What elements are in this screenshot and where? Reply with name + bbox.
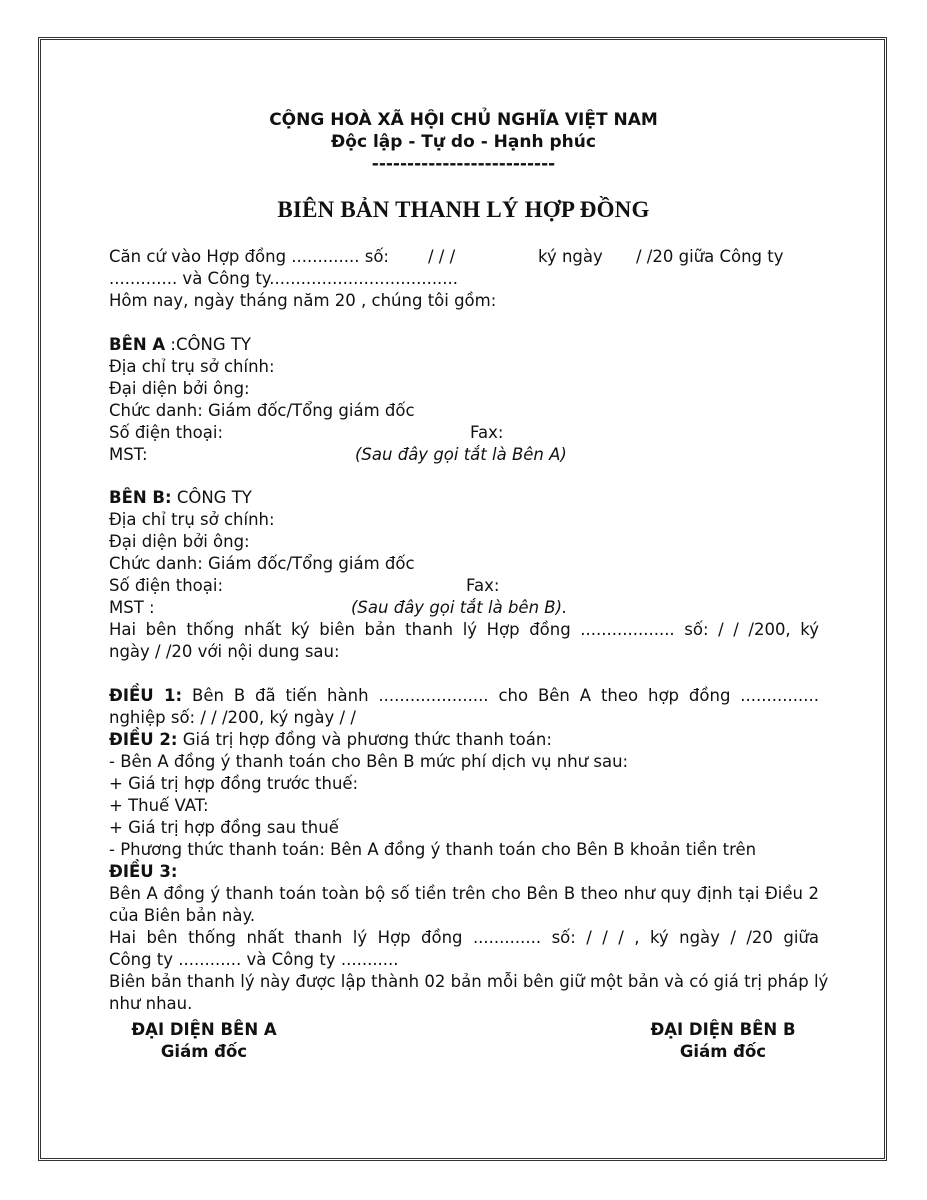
article-3-p3-line-1: Biên bản thanh lý này được lập thành 02 bản mỗi bên giữ một bản và có giá trị pháp lý <box>109 972 829 991</box>
article-3-p1-line-2: của Biên bản này. <box>109 906 256 925</box>
article-1-line-1 <box>109 685 819 707</box>
intro-line-1d: / /20 giữa Công ty <box>636 247 784 266</box>
article-1-label: ĐIỀU 1: <box>109 686 183 705</box>
signature-b-role: Giám đốc <box>679 1042 767 1061</box>
intro-line-2: ............. và Công ty.................................... <box>109 269 459 288</box>
signature-a-role: Giám đốc <box>160 1042 248 1061</box>
article-3-p2-line-2: Công ty ............ và Công ty ........... <box>109 950 399 969</box>
intro-line-1b: / / / <box>428 247 456 266</box>
party-b-fax: Fax: <box>466 576 500 595</box>
article-3-label: ĐIỀU 3: <box>109 862 178 881</box>
article-2-item: + Thuế VAT: <box>109 796 209 815</box>
country-heading: CỘNG HOÀ XÃ HỘI CHỦ NGHĨA VIỆT NAM <box>269 110 658 130</box>
intro-line-3: Hôm nay, ngày tháng năm 20 , chúng tôi gồm: <box>109 291 497 310</box>
agree-line-1: Hai bên thống nhất ký biên bản thanh lý Hợp đồng .................. số: / / /200, ký <box>109 620 819 639</box>
party-a-label: BÊN A <box>109 335 166 354</box>
party-b-phone: Số điện thoại: <box>109 576 224 595</box>
party-b-position: Chức danh: Giám đốc/Tổng giám đốc <box>109 554 415 573</box>
article-1-line-2: nghiệp số: / / /200, ký ngày / / <box>109 708 356 727</box>
article-3-heading <box>109 861 819 883</box>
party-b-label: BÊN B: <box>109 488 172 507</box>
party-a-company: :CÔNG TY <box>165 335 252 354</box>
party-a-heading <box>109 334 819 356</box>
article-2-text: Giá trị hợp đồng và phương thức thanh toán: <box>177 730 552 749</box>
party-a-fax: Fax: <box>470 423 504 442</box>
article-1-text: Bên B đã tiến hành ..................... cho Bên A theo hợp đồng ............... <box>182 686 819 705</box>
article-2-item: + Giá trị hợp đồng sau thuế <box>109 818 339 837</box>
party-a-tax: MST: <box>109 445 148 464</box>
motto: Độc lập - Tự do - Hạnh phúc <box>331 132 596 152</box>
document-title: BIÊN BẢN THANH LÝ HỢP ĐỒNG <box>277 197 650 222</box>
party-a-position: Chức danh: Giám đốc/Tổng giám đốc <box>109 401 415 420</box>
article-2-item: - Phương thức thanh toán: Bên A đồng ý thanh toán cho Bên B khoản tiền trên <box>109 840 757 859</box>
intro-line-1a: Căn cứ vào Hợp đồng ............. số: <box>109 247 389 266</box>
signature-b-title: ĐẠI DIỆN BÊN B <box>650 1020 796 1039</box>
article-3-p2-line-1: Hai bên thống nhất thanh lý Hợp đồng ............. số: / / / , ký ngày / /20 giữa <box>109 928 819 947</box>
party-a-note: (Sau đây gọi tắt là Bên A) <box>355 445 567 464</box>
article-2-heading <box>109 729 819 751</box>
party-a-rep: Đại diện bởi ông: <box>109 379 250 398</box>
party-a-address: Địa chỉ trụ sở chính: <box>109 357 275 376</box>
party-b-rep: Đại diện bởi ông: <box>109 532 250 551</box>
party-b-heading <box>109 487 819 509</box>
party-b-address: Địa chỉ trụ sở chính: <box>109 510 275 529</box>
article-3-p1-line-1: Bên A đồng ý thanh toán toàn bộ số tiền trên cho Bên B theo như quy định tại Điều 2 <box>109 884 819 903</box>
party-a-phone: Số điện thoại: <box>109 423 224 442</box>
header-divider: -------------------------- <box>371 154 556 174</box>
party-b-company: CÔNG TY <box>171 488 252 507</box>
article-3-p3-line-2: như nhau. <box>109 994 193 1013</box>
party-b-note: (Sau đây gọi tắt là bên B). <box>351 598 568 617</box>
article-2-item: + Giá trị hợp đồng trước thuế: <box>109 774 359 793</box>
agree-line-2: ngày / /20 với nội dung sau: <box>109 642 340 661</box>
party-b-tax: MST : <box>109 598 155 617</box>
intro-line-1c: ký ngày <box>538 247 603 266</box>
article-2-item: - Bên A đồng ý thanh toán cho Bên B mức phí dịch vụ như sau: <box>109 752 629 771</box>
signature-a-title: ĐẠI DIỆN BÊN A <box>131 1020 277 1039</box>
article-2-label: ĐIỀU 2: <box>109 730 178 749</box>
